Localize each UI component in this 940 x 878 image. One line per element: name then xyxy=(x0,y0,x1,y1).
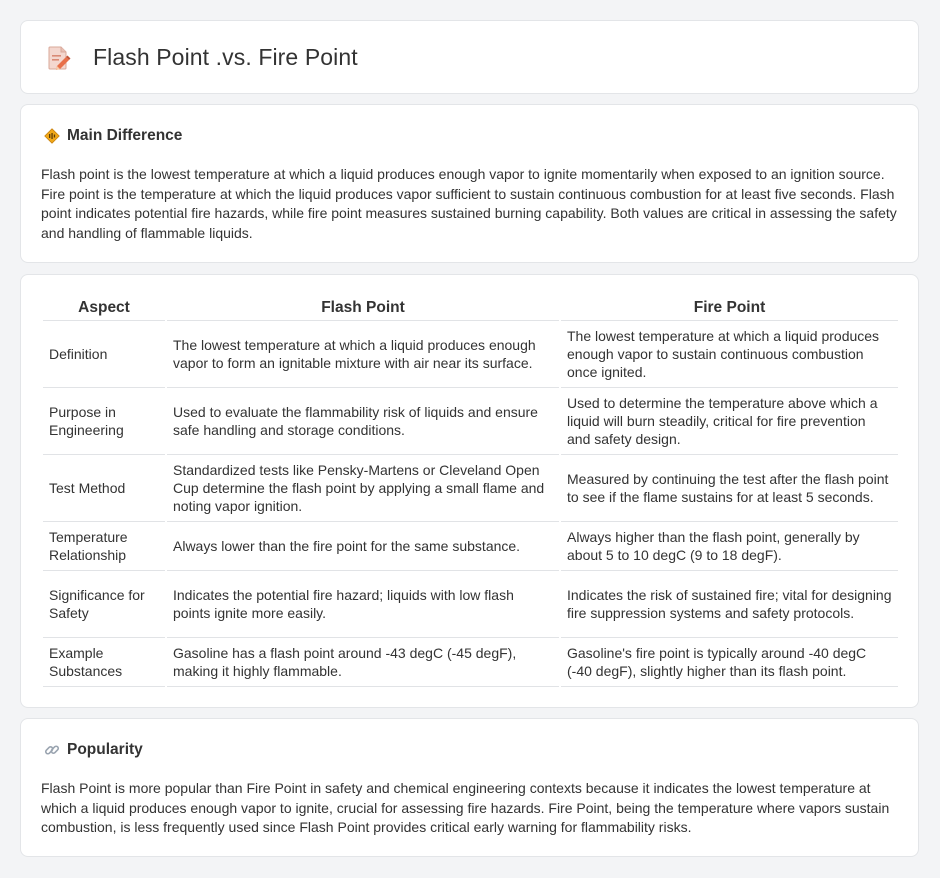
page-title: Flash Point .vs. Fire Point xyxy=(93,44,358,70)
table-row xyxy=(43,570,898,637)
fire-point-cell: The lowest temperature at which a liquid produces enough vapor to sustain continuous combustion once ignited. xyxy=(560,320,898,387)
column-header-aspect: Aspect xyxy=(78,298,130,316)
flash-point-cell: The lowest temperature at which a liquid produces enough vapor to form an ignitable mixture with air near its surface. xyxy=(166,320,560,387)
comparison-table xyxy=(43,296,898,687)
aspect-cell: Significance for Safety xyxy=(43,570,166,637)
title-row xyxy=(47,44,358,71)
fire-point-cell: Gasoline's fire point is typically around -40 degC (-40 degF), slightly higher than its flash point. xyxy=(560,637,898,686)
comparison-section xyxy=(20,274,919,708)
flash-point-cell: Always lower than the fire point for the same substance. xyxy=(166,521,560,570)
main-difference-heading: Main Difference xyxy=(67,127,183,144)
popularity-text: Flash Point is more popular than Fire Point in safety and chemical engineering contexts because it indicates the lowest temperature at which a liquid produces enough vapor to ignite, crucial for assessing fire hazards. Fire Point, being the temperature where vapors sustain combustion, is less frequently used since Flash Point provides critical early warning for flammability risks. xyxy=(41,780,890,836)
column-header-fire-point: Fire Point xyxy=(560,296,898,320)
table-row xyxy=(43,454,898,521)
flash-point-cell: Indicates the potential fire hazard; liquids with low flash points ignite more easily. xyxy=(166,570,560,637)
popularity-header xyxy=(43,741,143,759)
popularity-heading: Popularity xyxy=(67,741,143,758)
warning-diamond-icon xyxy=(43,127,61,145)
table-row xyxy=(43,320,898,387)
column-header-flash-point: Flash Point xyxy=(166,296,560,320)
aspect-cell: Definition xyxy=(43,320,166,387)
popularity-section xyxy=(20,718,919,857)
fire-point-cell: Indicates the risk of sustained fire; vital for designing fire suppression systems and safety protocols. xyxy=(560,570,898,637)
fire-point-cell: Always higher than the flash point, generally by about 5 to 10 degC (9 to 18 degF). xyxy=(560,521,898,570)
aspect-cell: Purpose in Engineering xyxy=(43,387,166,454)
table-row xyxy=(43,521,898,570)
table-row xyxy=(43,387,898,454)
table-row xyxy=(43,637,898,686)
aspect-cell: Test Method xyxy=(43,454,166,521)
fire-point-cell: Used to determine the temperature above which a liquid will burn steadily, critical for fire prevention and safety design. xyxy=(560,387,898,454)
document-pencil-icon xyxy=(47,45,71,71)
main-difference-text: Flash point is the lowest temperature at which a liquid produces enough vapor to ignite momentarily when exposed to an ignition source. Fire point is the temperature at which the liquid produces vapor sufficient to sustain continuous combustion for at least five seconds. Flash point indicates potential fire hazards, while fire point measures sustained burning capability. Both values are critical in assessing the safety and handling of flammable liquids. xyxy=(41,166,897,241)
main-difference-section xyxy=(20,104,919,263)
flash-point-cell: Gasoline has a flash point around -43 degC (-45 degF), making it highly flammable. xyxy=(166,637,560,686)
flash-point-cell: Used to evaluate the flammability risk of liquids and ensure safe handling and storage conditions. xyxy=(166,387,560,454)
aspect-cell: Temperature Relationship xyxy=(43,521,166,570)
aspect-cell: Example Substances xyxy=(43,637,166,686)
link-icon xyxy=(43,741,61,759)
table-header-row xyxy=(43,296,898,320)
title-card xyxy=(20,20,919,94)
flash-point-cell: Standardized tests like Pensky-Martens or Cleveland Open Cup determine the flash point by applying a small flame and noting vapor ignition. xyxy=(166,454,560,521)
fire-point-cell: Measured by continuing the test after the flash point to see if the flame sustains for at least 5 seconds. xyxy=(560,454,898,521)
main-difference-header xyxy=(43,127,182,145)
